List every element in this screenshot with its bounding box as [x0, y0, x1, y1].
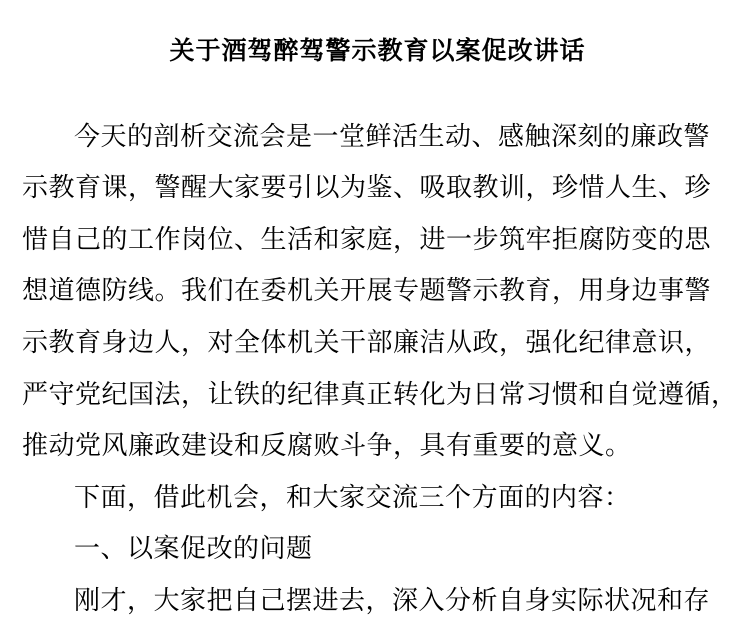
paragraph-line: 示教育课，警醒大家要引以为鉴、吸取教训，珍惜人生、珍: [22, 173, 712, 203]
paragraph-line: 推动党风廉政建设和反腐败斗争，具有重要的意义。: [22, 431, 632, 461]
paragraph-line: 严守党纪国法，让铁的纪律真正转化为日常习惯和自觉遵循，: [22, 380, 738, 410]
paragraph-line: 示教育身边人，对全体机关干部廉洁从政，强化纪律意识，: [22, 328, 712, 358]
paragraph-line: 想道德防线。我们在委机关开展专题警示教育，用身边事警: [22, 276, 712, 306]
paragraph-line: 刚才，大家把自己摆进去，深入分析自身实际状况和存: [74, 586, 711, 616]
document-title: 关于酒驾醉驾警示教育以案促改讲话: [169, 36, 586, 65]
section-heading: 一、以案促改的问题: [74, 534, 313, 564]
paragraph-line: 下面，借此机会，和大家交流三个方面的内容：: [74, 483, 631, 513]
paragraph-line: 今天的剖析交流会是一堂鲜活生动、感触深刻的廉政警: [74, 122, 711, 152]
paragraph-line: 惜自己的工作岗位、生活和家庭，进一步筑牢拒腐防变的思: [22, 225, 712, 255]
